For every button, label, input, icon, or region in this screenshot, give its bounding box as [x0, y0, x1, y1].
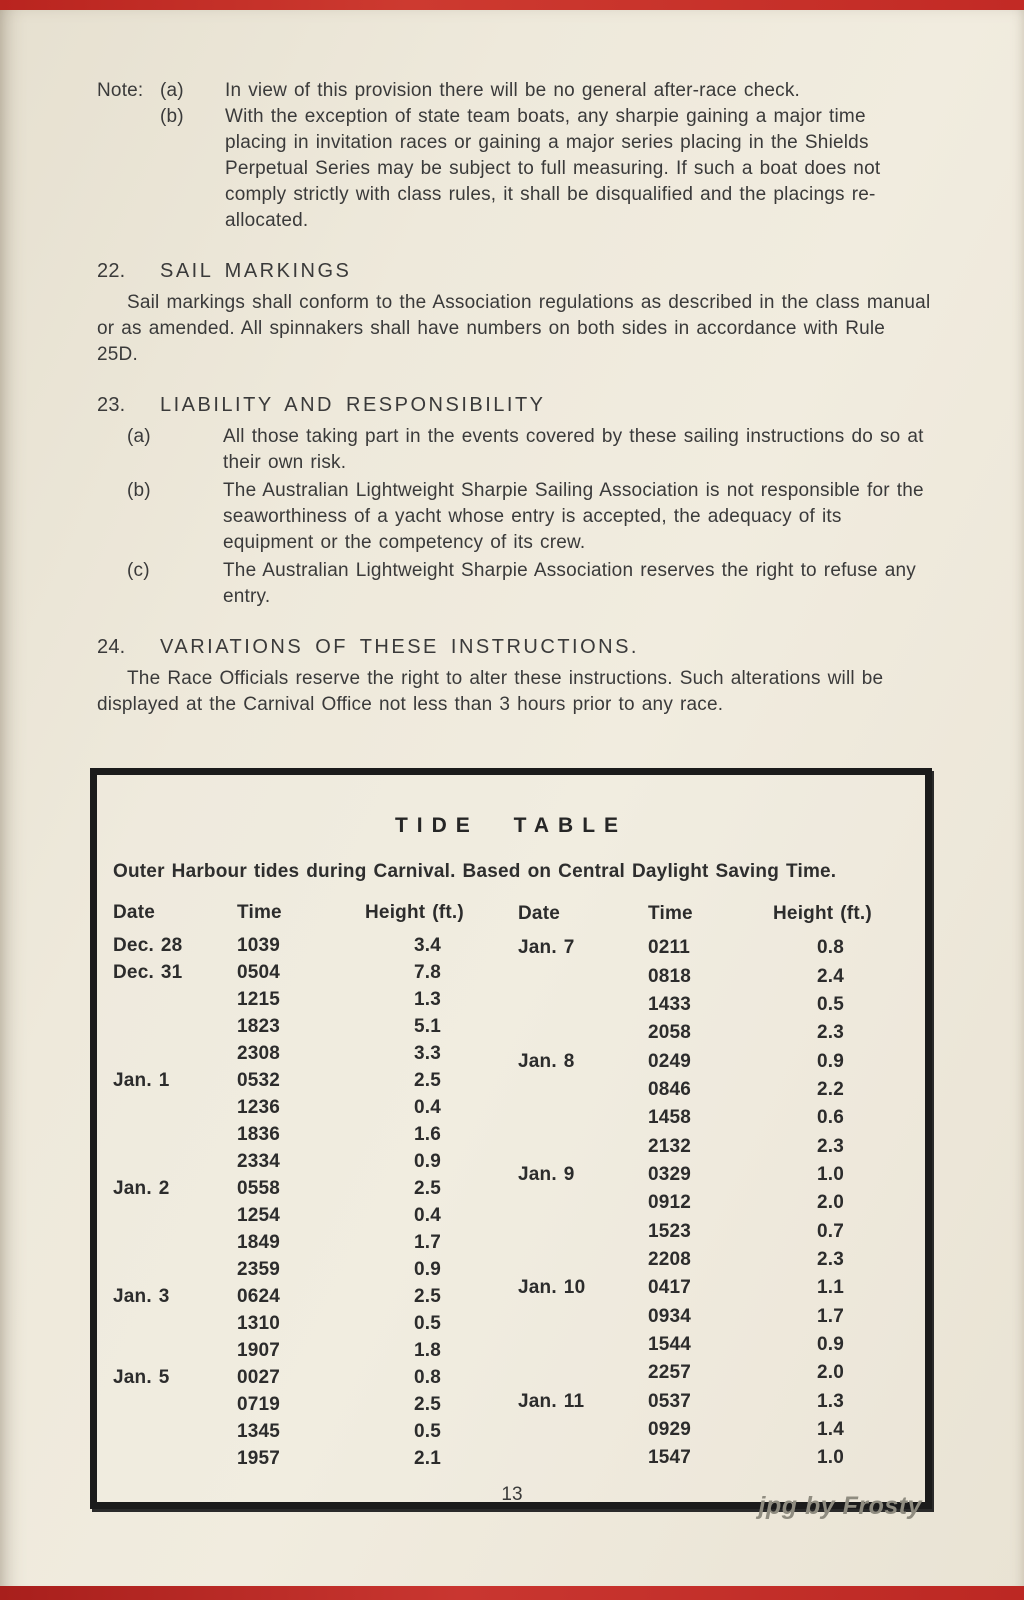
note-item-text: In view of this provision there will be no general after-race check. — [225, 80, 801, 101]
tide-row — [113, 1283, 490, 1310]
tide-height-cell: 1.0 — [816, 1447, 844, 1469]
section-item-marker: (a) — [127, 426, 151, 447]
tide-row — [113, 959, 490, 986]
section-paragraph: Sail markings shall conform to the Association regulations as described in the class manual or as amended. All spinnakers shall have numbers on both sides in accordance with Rule 25D. — [97, 292, 931, 365]
tide-table-left-column — [113, 899, 490, 1472]
section-item — [127, 478, 932, 556]
tide-height-cell: 1.7 — [413, 1232, 441, 1253]
tide-time-cell: 1254 — [237, 1205, 281, 1226]
tide-height-cell: 0.9 — [816, 1333, 844, 1355]
tide-date-cell — [518, 1302, 648, 1330]
tide-row — [113, 1067, 490, 1094]
note-item — [97, 78, 932, 104]
tide-date-cell: Jan. 3 — [113, 1286, 170, 1307]
tide-height-cell: 1.1 — [816, 1277, 844, 1299]
tide-height-cell: 2.0 — [816, 1362, 844, 1384]
tide-height-cell: 0.9 — [413, 1151, 441, 1172]
tide-date-cell: Jan. 7 — [518, 937, 575, 959]
tide-date-cell — [113, 1391, 237, 1418]
tide-row — [113, 1121, 490, 1148]
tide-height-cell: 5.1 — [413, 1016, 441, 1037]
tide-time-cell: 0624 — [237, 1286, 281, 1307]
tide-time-cell: 1310 — [237, 1313, 281, 1334]
tide-date-cell — [518, 990, 648, 1018]
tide-row — [518, 1160, 888, 1188]
tide-date-cell — [113, 1202, 237, 1229]
tide-time-cell: 0929 — [648, 1418, 692, 1440]
tide-row — [113, 1175, 490, 1202]
tide-col-header: Height (ft.) — [365, 902, 464, 923]
tide-height-cell: 1.7 — [816, 1305, 844, 1327]
tide-date-cell: Jan. 9 — [518, 1163, 575, 1185]
tide-row — [518, 1075, 888, 1103]
tide-height-cell: 2.0 — [816, 1192, 844, 1214]
tide-row — [113, 1418, 490, 1445]
tide-row — [113, 1337, 490, 1364]
tide-date-cell — [518, 1104, 648, 1132]
tide-time-cell: 0027 — [237, 1367, 281, 1388]
sections — [97, 258, 932, 718]
tide-height-cell: 7.8 — [413, 962, 441, 983]
tide-time-cell: 1544 — [648, 1333, 692, 1355]
section-heading — [97, 634, 932, 660]
tide-height-cell: 1.6 — [413, 1124, 441, 1145]
tide-row — [518, 1387, 888, 1415]
section-heading — [97, 392, 932, 418]
tide-date-cell — [518, 1415, 648, 1443]
tide-date-cell: Jan. 2 — [113, 1178, 170, 1199]
section-item-text: All those taking part in the events covered by these sailing instructions do so at their own risk. — [223, 426, 924, 473]
tide-time-cell: 1236 — [237, 1097, 281, 1118]
tide-time-cell: 0249 — [648, 1050, 692, 1072]
tide-row — [518, 1359, 888, 1387]
tide-time-cell: 2359 — [237, 1259, 281, 1280]
tide-row — [518, 1245, 888, 1273]
tide-row — [113, 1094, 490, 1121]
tide-time-cell: 1836 — [237, 1124, 281, 1145]
tide-time-cell: 0537 — [648, 1390, 692, 1412]
tide-height-cell: 2.3 — [816, 1135, 844, 1157]
tide-time-cell: 0934 — [648, 1305, 692, 1327]
tide-date-cell — [113, 1337, 237, 1364]
tide-time-cell: 1547 — [648, 1447, 692, 1469]
tide-table-box — [90, 768, 932, 1509]
tide-row — [113, 1040, 490, 1067]
section-item-marker: (b) — [127, 480, 151, 501]
note-label — [97, 104, 160, 234]
tide-time-cell: 2257 — [648, 1362, 692, 1384]
tide-height-cell: 0.5 — [413, 1421, 441, 1442]
tide-row — [113, 1364, 490, 1391]
tide-row — [113, 1148, 490, 1175]
tide-height-cell: 0.9 — [816, 1050, 844, 1072]
tide-height-cell: 0.6 — [816, 1107, 844, 1129]
tide-time-cell: 1907 — [237, 1340, 281, 1361]
tide-time-cell: 2308 — [237, 1043, 281, 1064]
tide-time-cell: 0417 — [648, 1277, 692, 1299]
tide-height-cell: 2.1 — [413, 1448, 441, 1469]
tide-time-cell: 1458 — [648, 1107, 692, 1129]
tide-table-columns — [113, 899, 909, 1472]
section-title: SAIL MARKINGS — [160, 260, 352, 282]
tide-date-cell — [518, 1217, 648, 1245]
tide-row — [518, 1274, 888, 1302]
tide-row — [518, 1019, 888, 1047]
tide-date-cell — [518, 1132, 648, 1160]
tide-time-cell: 1433 — [648, 993, 692, 1015]
tide-row — [113, 1013, 490, 1040]
tide-date-cell: Jan. 1 — [113, 1070, 170, 1091]
tide-date-cell — [113, 1148, 237, 1175]
tide-height-cell: 2.5 — [413, 1178, 441, 1199]
tide-time-cell: 0558 — [237, 1178, 281, 1199]
tide-height-cell: 1.3 — [413, 989, 441, 1010]
tide-height-cell: 1.3 — [816, 1390, 844, 1412]
section-item-text: The Australian Lightweight Sharpie Sailing Association is not responsible for the seaworthiness of a yacht whose entry is accepted, the adequacy of its equipment or the competency of its crew. — [223, 480, 924, 553]
tide-date-cell — [518, 1330, 648, 1358]
tide-time-cell: 0719 — [237, 1394, 281, 1415]
tide-row — [518, 1189, 888, 1217]
section-item — [127, 424, 932, 476]
tide-row — [518, 1444, 888, 1472]
tide-height-cell: 2.5 — [413, 1070, 441, 1091]
tide-date-cell — [518, 1075, 648, 1103]
tide-height-cell: 1.8 — [413, 1340, 441, 1361]
tide-date-cell: Dec. 28 — [113, 935, 183, 956]
tide-height-cell: 2.4 — [816, 965, 844, 987]
tide-row — [113, 1310, 490, 1337]
tide-time-cell: 2334 — [237, 1151, 281, 1172]
note-item-text: With the exception of state team boats, any sharpie gaining a major time placing in invitation races or gaining a major series placing in the Shields Perpetual Series may be subject to full measuring. If such a boat does not comply strictly with class rules, it shall be disqualified and the placings re-allocated. — [225, 106, 881, 231]
tide-row — [113, 1202, 490, 1229]
tide-col-header: Date — [113, 902, 155, 923]
tide-date-cell — [113, 1040, 237, 1067]
section-title: LIABILITY AND RESPONSIBILITY — [160, 394, 546, 416]
tide-row — [518, 1415, 888, 1443]
tide-col-header: Date — [518, 902, 560, 924]
tide-height-cell: 0.5 — [413, 1313, 441, 1334]
tide-date-cell — [113, 1310, 237, 1337]
tide-height-cell: 2.5 — [413, 1394, 441, 1415]
tide-date-cell — [113, 1418, 237, 1445]
tide-col-header: Height (ft.) — [773, 902, 872, 924]
tide-time-cell: 2058 — [648, 1022, 692, 1044]
watermark-text: jpg by Frosty — [758, 1492, 922, 1520]
tide-time-cell: 0818 — [648, 965, 692, 987]
tide-height-cell: 2.3 — [816, 1022, 844, 1044]
tide-height-cell: 0.8 — [816, 937, 844, 959]
section-title: VARIATIONS OF THESE INSTRUCTIONS. — [160, 636, 639, 658]
tide-date-cell — [113, 1256, 237, 1283]
tide-time-cell: 1345 — [237, 1421, 281, 1442]
tide-row — [518, 962, 888, 990]
tide-date-cell: Dec. 31 — [113, 962, 183, 983]
tide-table-subtitle: Outer Harbour tides during Carnival. Based on Central Daylight Saving Time. — [113, 861, 837, 882]
tide-height-cell: 0.5 — [816, 993, 844, 1015]
note-label: Note: — [97, 80, 144, 101]
tide-time-cell: 2208 — [648, 1248, 692, 1270]
tide-row — [518, 1330, 888, 1358]
section-heading — [97, 258, 932, 284]
tide-row — [518, 1104, 888, 1132]
tide-date-cell — [518, 962, 648, 990]
tide-row — [518, 934, 888, 962]
tide-col-header: Time — [648, 902, 693, 924]
scan-edge-top — [0, 0, 1024, 10]
tide-height-cell: 1.0 — [816, 1163, 844, 1185]
tide-row — [113, 1445, 490, 1472]
tide-time-cell: 1823 — [237, 1016, 281, 1037]
tide-row — [518, 1047, 888, 1075]
page-content — [97, 78, 932, 1509]
section-item-text: The Australian Lightweight Sharpie Association reserves the right to refuse any entry. — [223, 560, 917, 607]
tide-time-cell: 0912 — [648, 1192, 692, 1214]
tide-height-cell: 3.3 — [413, 1043, 441, 1064]
tide-height-cell: 0.7 — [816, 1220, 844, 1242]
tide-height-cell: 2.3 — [816, 1248, 844, 1270]
tide-col-header: Time — [237, 902, 282, 923]
tide-height-cell: 0.9 — [413, 1259, 441, 1280]
tide-height-cell: 1.4 — [816, 1418, 844, 1440]
tide-row — [518, 1132, 888, 1160]
tide-time-cell: 0329 — [648, 1163, 692, 1185]
tide-time-cell: 0846 — [648, 1078, 692, 1100]
tide-row — [518, 1302, 888, 1330]
tide-time-cell: 0532 — [237, 1070, 281, 1091]
tide-date-cell — [113, 986, 237, 1013]
section-paragraph: The Race Officials reserve the right to alter these instructions. Such alterations will be displayed at the Carnival Office not less than 3 hours prior to any race. — [97, 668, 884, 715]
tide-table-right-column — [518, 899, 888, 1472]
tide-date-cell: Jan. 8 — [518, 1050, 575, 1072]
tide-date-cell — [518, 1189, 648, 1217]
tide-height-cell: 0.4 — [413, 1205, 441, 1226]
tide-time-cell: 0504 — [237, 962, 281, 983]
tide-time-cell: 1957 — [237, 1448, 281, 1469]
tide-height-cell: 2.2 — [816, 1078, 844, 1100]
tide-table-title: TIDE TABLE — [394, 814, 628, 837]
tide-time-cell: 1215 — [237, 989, 281, 1010]
section-item-marker: (c) — [127, 560, 150, 581]
tide-time-cell: 1523 — [648, 1220, 692, 1242]
note-item — [97, 104, 932, 234]
tide-row — [113, 1229, 490, 1256]
tide-date-cell — [113, 1094, 237, 1121]
tide-row — [113, 1256, 490, 1283]
tide-time-cell: 0211 — [648, 937, 691, 959]
section-number: 22. — [97, 260, 126, 282]
tide-row — [113, 986, 490, 1013]
tide-row — [518, 1217, 888, 1245]
section-item — [127, 558, 932, 610]
tide-date-cell — [518, 1359, 648, 1387]
tide-time-cell: 2132 — [648, 1135, 692, 1157]
page-number: 13 — [501, 1484, 523, 1505]
section-number: 24. — [97, 636, 126, 658]
tide-date-cell — [113, 1013, 237, 1040]
tide-height-cell: 0.4 — [413, 1097, 441, 1118]
tide-date-cell — [113, 1445, 237, 1472]
note-block — [97, 78, 932, 234]
tide-date-cell — [518, 1019, 648, 1047]
tide-date-cell — [113, 1229, 237, 1256]
note-item-marker: (b) — [160, 106, 184, 127]
tide-date-cell: Jan. 10 — [518, 1277, 586, 1299]
tide-height-cell: 3.4 — [413, 935, 441, 956]
tide-date-cell: Jan. 5 — [113, 1367, 170, 1388]
scan-edge-bottom — [0, 1586, 1024, 1600]
tide-date-cell — [518, 1444, 648, 1472]
tide-header-row — [113, 899, 490, 932]
tide-date-cell — [113, 1121, 237, 1148]
tide-height-cell: 0.8 — [413, 1367, 441, 1388]
note-item-marker: (a) — [160, 80, 184, 101]
tide-date-cell: Jan. 11 — [518, 1390, 585, 1412]
tide-header-row — [518, 899, 888, 934]
tide-row — [113, 932, 490, 959]
tide-row — [518, 990, 888, 1018]
section-number: 23. — [97, 394, 126, 416]
tide-time-cell: 1849 — [237, 1232, 281, 1253]
tide-row — [113, 1391, 490, 1418]
tide-height-cell: 2.5 — [413, 1286, 441, 1307]
tide-time-cell: 1039 — [237, 935, 281, 956]
tide-date-cell — [518, 1245, 648, 1273]
